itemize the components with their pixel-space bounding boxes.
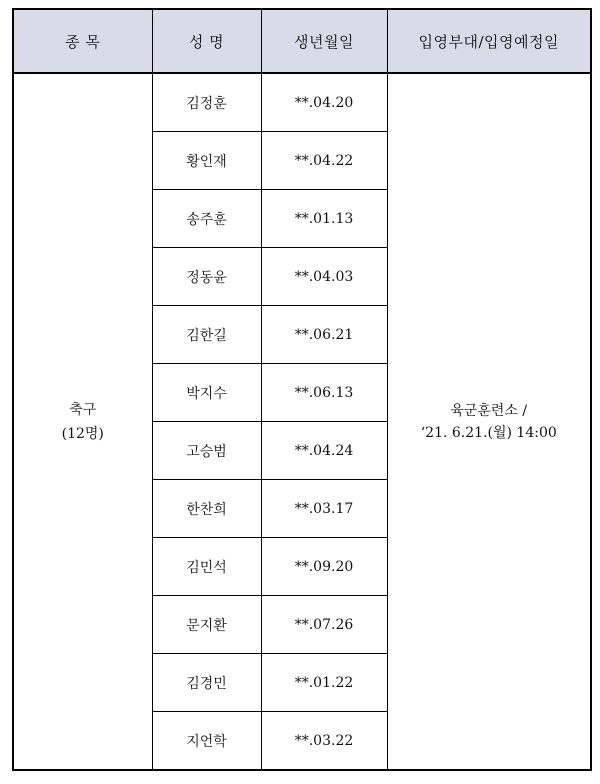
header-birth-date: 생년월일: [261, 9, 387, 73]
player-birth-date: **.06.13: [261, 364, 387, 422]
player-name: 문지환: [152, 596, 261, 654]
player-name: 황인재: [152, 132, 261, 190]
player-name: 정동윤: [152, 248, 261, 306]
player-name: 김한길: [152, 306, 261, 364]
header-unit-date: 입영부대/입영예정일: [387, 9, 591, 73]
player-name: 박지수: [152, 364, 261, 422]
roster-document: [12, 8, 590, 771]
player-birth-date: **.03.17: [261, 480, 387, 538]
player-birth-date: **.04.20: [261, 73, 387, 132]
player-name: 송주훈: [152, 190, 261, 248]
event-cell: [13, 73, 152, 770]
event-count: (12명): [61, 425, 104, 442]
player-birth-date: **.03.22: [261, 712, 387, 771]
player-birth-date: **.01.22: [261, 654, 387, 712]
player-birth-date: **.07.26: [261, 596, 387, 654]
event-name: 축구: [69, 401, 97, 418]
player-birth-date: **.01.13: [261, 190, 387, 248]
player-name: 지언학: [152, 712, 261, 771]
unit-name: 육군훈련소 /: [450, 402, 528, 419]
player-name: 김민석: [152, 538, 261, 596]
header-row: [13, 9, 591, 73]
enlistment-date: ‘21. 6.21.(월) 14:00: [420, 424, 557, 441]
player-birth-date: **.09.20: [261, 538, 387, 596]
table-row: [13, 73, 591, 132]
player-birth-date: **.04.03: [261, 248, 387, 306]
header-name: 성 명: [152, 9, 261, 73]
player-birth-date: **.06.21: [261, 306, 387, 364]
player-birth-date: **.04.24: [261, 422, 387, 480]
player-birth-date: **.04.22: [261, 132, 387, 190]
player-name: 고승범: [152, 422, 261, 480]
player-name: 김정훈: [152, 73, 261, 132]
header-event: 종 목: [13, 9, 152, 73]
roster-body: [13, 73, 591, 770]
enlistment-roster-table: [12, 8, 592, 771]
unit-cell: [387, 73, 591, 770]
player-name: 김경민: [152, 654, 261, 712]
player-name: 한찬희: [152, 480, 261, 538]
